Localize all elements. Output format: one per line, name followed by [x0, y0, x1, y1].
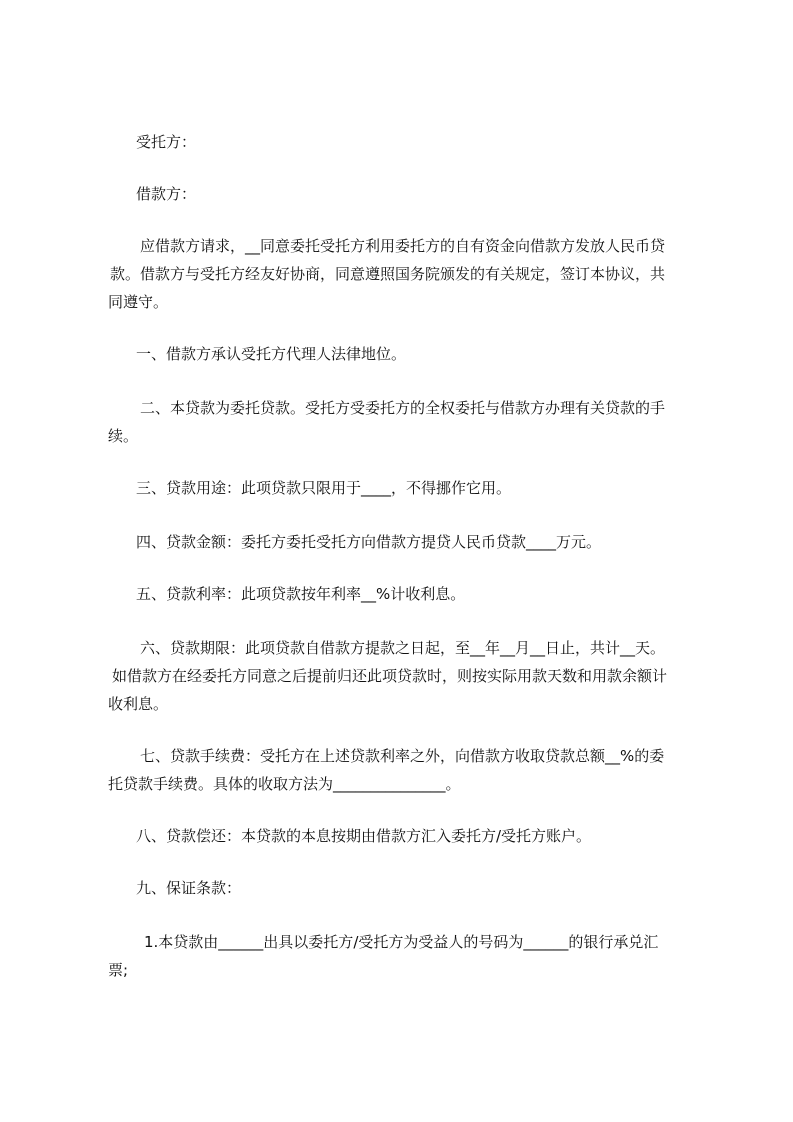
clause-2-line-1: 二、本贷款为委托贷款。受托方受委托方的全权委托与借款方办理有关贷款的手 — [140, 399, 666, 417]
trustee-label — [108, 128, 708, 156]
clause-4-line: 四、贷款金额：委托方委托受托方向借款方提贷人民币贷款____万元。 — [136, 533, 602, 551]
clause-7-line-1: 七、贷款手续费：受托方在上述贷款利率之外，向借款方收取贷款总额__%的委 — [140, 747, 665, 765]
clause-6-line-2: 如借款方在经委托方同意之后提前归还此项贷款时，则按实际用款天数和用款余额计 — [112, 667, 668, 685]
clause-5 — [108, 580, 708, 608]
clause-1-line: 一、借款方承认受托方代理人法律地位。 — [136, 345, 407, 363]
clause-7 — [108, 742, 708, 798]
borrower-label — [108, 180, 708, 208]
clause-1 — [108, 340, 708, 368]
clause-6-line-3: 收利息。 — [108, 695, 169, 713]
trustee-line: 受托方： — [136, 133, 197, 151]
clause-8-line: 八、贷款偿还：本贷款的本息按期由借款方汇入委托方/受托方账户。 — [136, 827, 592, 845]
clause-6 — [108, 634, 708, 718]
clause-2 — [108, 394, 708, 450]
clause-4 — [108, 528, 708, 556]
clause-3 — [108, 474, 708, 502]
clause-9-item-1 — [108, 928, 708, 984]
clause-7-line-2: 托贷款手续费。具体的收取方法为_______________。 — [108, 775, 461, 793]
clause-9-item-1-line-2: 票; — [108, 961, 129, 979]
borrower-line: 借款方： — [136, 185, 197, 203]
clause-9-line: 九、保证条款： — [136, 879, 242, 897]
intro-paragraph — [108, 232, 708, 316]
intro-line-2: 款。借款方与受托方经友好协商，同意遵照国务院颁发的有关规定，签订本协议，共 — [110, 265, 666, 283]
clause-9 — [108, 874, 708, 902]
clause-9-item-1-line-1: 1.本贷款由______出具以委托方/受托方为受益人的号码为______的银行承兑汇 — [144, 933, 659, 951]
clause-5-line: 五、贷款利率：此项贷款按年利率__%计收利息。 — [136, 585, 466, 603]
clause-2-line-2: 续。 — [108, 427, 139, 445]
intro-line-3: 同遵守。 — [108, 293, 169, 311]
clause-3-line: 三、贷款用途：此项贷款只限用于____，不得挪作它用。 — [136, 479, 512, 497]
intro-line-1: 应借款方请求，__同意委托受托方利用委托方的自有资金向借款方发放人民币贷 — [140, 237, 666, 255]
clause-6-line-1: 六、贷款期限：此项贷款自借款方提款之日起，至__年__月__日止，共计__天。 — [140, 639, 666, 657]
clause-8 — [108, 822, 708, 850]
